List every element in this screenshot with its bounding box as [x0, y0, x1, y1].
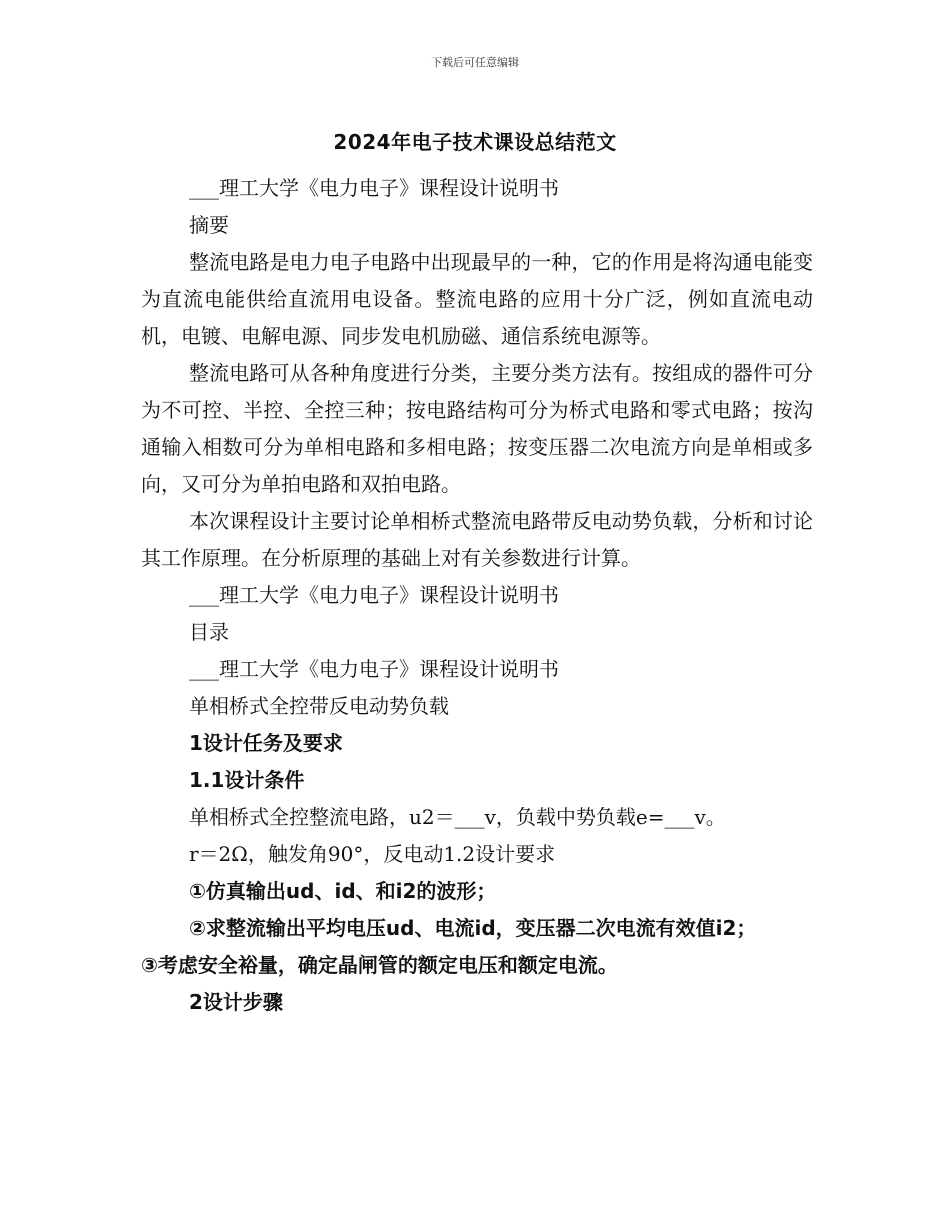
design-condition-line-2: r＝2Ω，触发角90°，反电动1.2设计要求: [189, 842, 556, 866]
toc-heading: 目录: [189, 620, 229, 644]
requirement-item-1: ①仿真输出ud、id、和i2的波形；: [189, 879, 497, 903]
section-heading-1: 1设计任务及要求: [189, 731, 343, 755]
design-condition-line-1: 单相桥式全控整流电路，u2＝___v，负载中势负载e=___v。: [189, 805, 726, 829]
paragraph-course-scope: 本次课程设计主要讨论单相桥式整流电路带反电动势负载，分析和讨论其工作原理。在分析原理的基础上对有关参数进行计算。: [141, 509, 813, 570]
subject-line: 单相桥式全控带反电动势负载: [189, 694, 449, 718]
header-note: 下载后可任意编辑: [431, 56, 519, 69]
requirement-item-2: ②求整流输出平均电压ud、电流id，变压器二次电流有效值i2；: [189, 916, 757, 940]
paragraph-rectifier-intro: 整流电路是电力电子电路中出现最早的一种，它的作用是将沟通电能变为直流电能供给直流用电设备。整流电路的应用十分广泛，例如直流电动机，电镀、电解电源、同步发电机励磁、通信系统电源等。: [141, 250, 813, 348]
paragraph-classification: 整流电路可从各种角度进行分类，主要分类方法有。按组成的器件可分为不可控、半控、全控三种；按电路结构可分为桥式电路和零式电路；按沟通输入相数可分为单相电路和多相电路；按变压器二次电流方向是单相或多向，又可分为单拍电路和双拍电路。: [141, 361, 813, 496]
course-header-line: ___理工大学《电力电子》课程设计说明书: [189, 176, 559, 200]
section-heading-2: 2设计步骤: [189, 990, 283, 1014]
section-heading-1-1: 1.1设计条件: [189, 768, 305, 792]
course-header-line: ___理工大学《电力电子》课程设计说明书: [189, 657, 559, 681]
course-header-line: ___理工大学《电力电子》课程设计说明书: [189, 583, 559, 607]
document-title: 2024年电子技术课设总结范文: [333, 130, 617, 154]
requirement-item-3: ③考虑安全裕量，确定晶闸管的额定电压和额定电流。: [141, 953, 618, 977]
document-body: [141, 170, 813, 1021]
abstract-heading: 摘要: [189, 213, 229, 237]
